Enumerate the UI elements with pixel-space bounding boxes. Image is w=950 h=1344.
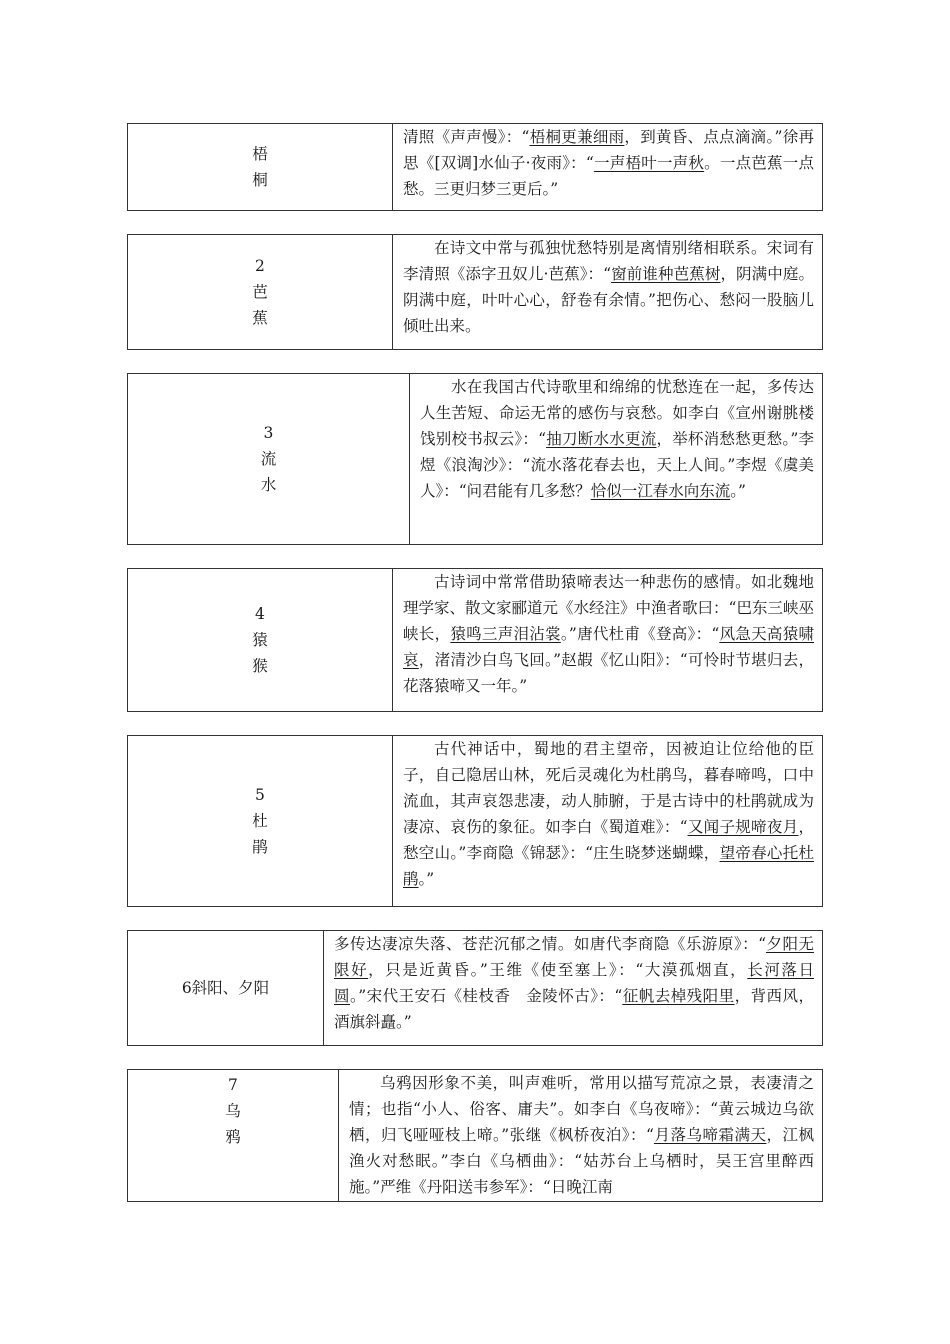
row-label (128, 569, 393, 711)
quoted-line-underlined: 梧桐更兼细雨 (529, 128, 625, 146)
row-text (339, 1070, 822, 1201)
row-text (393, 569, 822, 711)
text-segment: 。” (730, 482, 746, 500)
text-segment: ，江枫渔火对愁眠。”李白《乌栖曲》：“姑苏台上乌栖时，吴王宫里醉西施。”严维《丹阳送韦参军》：“日晚江南 (349, 1126, 814, 1196)
quoted-line-underlined: 猿鸣三声泪沾裳 (450, 625, 561, 643)
text-segment: ，阴满中庭。阴满中庭，叶叶心心，舒卷有余情。”把伤心、愁闷一股脑儿倾吐出来。 (403, 265, 814, 335)
row-label-line: 5 (255, 786, 265, 804)
row-label-lines (225, 1072, 241, 1150)
row-label-line: 流 (260, 450, 277, 468)
row-label-line: 乌 (225, 1102, 241, 1120)
text-segment: 。一点芭蕉一点愁。三更归梦三更后。” (403, 154, 814, 198)
row-label-line: 6斜阳、夕阳 (181, 979, 270, 997)
text-segment: ，只是近黄昏。”王维《使至塞上》：“大漠孤烟直， (368, 961, 748, 979)
row-label-line: 3 (263, 424, 274, 442)
row-label-lines (182, 975, 269, 1001)
row-text (393, 736, 822, 906)
quoted-line-underlined: 月落乌啼霜满天 (653, 1126, 767, 1144)
row-wuya (127, 1069, 823, 1202)
row-liushui (127, 373, 823, 545)
row-label-lines (252, 141, 268, 193)
row-wutong (127, 123, 823, 211)
text-segment: ，背西风，酒旗斜矗。” (334, 987, 814, 1031)
row-text (410, 374, 822, 544)
quoted-line-underlined: 夕阳无限好 (334, 935, 814, 979)
row-dujuan (127, 735, 823, 907)
row-label-line: 鹃 (252, 838, 268, 856)
row-label-line: 2 (255, 257, 265, 275)
text-segment: ，愁空山。”李商隐《锦瑟》：“庄生晓梦迷蝴蝶， (403, 818, 814, 862)
text-segment: 。”宋代王安石《桂枝香 金陵怀古》：“ (349, 987, 623, 1005)
row-label-line: 猿 (252, 631, 268, 649)
text-segment: 古诗词中常常借助猿啼表达一种悲伤的感情。如北魏地理学家、散文家郦道元《水经注》中渔者歌曰：“巴东三峡巫峡长， (403, 573, 814, 643)
row-yuanhou (127, 568, 823, 712)
text-segment: 。”唐代杜甫《登高》：“ (560, 625, 720, 643)
quoted-line-underlined: 又闻子规啼夜月 (687, 818, 799, 836)
row-label-line: 4 (255, 605, 265, 623)
row-label-line: 猴 (252, 657, 268, 675)
row-bajiao (127, 234, 823, 350)
quoted-line-underlined: 征帆去棹残阳里 (622, 987, 735, 1005)
text-segment: 乌鸦因形象不美，叫声难听，常用以描写荒凉之景，表凄清之情；也指“小人、俗客、庸夫”。如李白《乌夜啼》：“黄云城边乌欲栖，归飞哑哑枝上啼。”张继《枫桥夜泊》：“ (349, 1074, 814, 1144)
text-segment: ，举杯消愁愁更愁。”李煜《浪淘沙》：“流水落花春去也，天上人间。”李煜《虞美人》：“问君能有几多愁？ (420, 430, 814, 500)
row-label (128, 124, 393, 210)
text-segment: 古代神话中，蜀地的君主望帝，因被迫让位给他的臣子，自己隐居山林，死后灵魂化为杜鹃鸟，暮春啼鸣，口中流血，其声哀怨悲凄，动人肺腑，于是古诗中的杜鹃就成为凄凉、哀伤的象征。如李白《蜀道难》：“ (403, 740, 814, 836)
row-label-line: 鸦 (225, 1128, 241, 1146)
quoted-line-underlined: 窗前谁种芭蕉树 (611, 265, 721, 283)
text-segment: 水在我国古代诗歌里和绵绵的忧愁连在一起，多传达人生苦短、命运无常的感伤与哀愁。如李白《宣州谢朓楼饯别校书叔云》：“ (420, 378, 814, 448)
text-segment: 清照《声声慢》：“ (403, 128, 530, 146)
quoted-line-underlined: 抽刀断水水更流 (546, 430, 657, 448)
text-segment: 在诗文中常与孤独忧愁特别是离情别绪相联系。宋词有李清照《添字丑奴儿·芭蕉》：“ (403, 239, 814, 283)
row-label-line: 梧 (252, 145, 268, 163)
row-text (393, 235, 822, 349)
row-text (324, 931, 822, 1045)
quoted-line-underlined: 风急天高猿啸哀 (403, 625, 814, 669)
row-label-lines (252, 782, 268, 860)
row-text (393, 124, 822, 210)
text-segment: 多传达凄凉失落、苍茫沉郁之情。如唐代李商隐《乐游原》：“ (334, 935, 766, 953)
text-segment: ，到黄昏、点点滴滴。”徐再思《[双调]水仙子·夜雨》：“ (403, 128, 814, 172)
row-label-lines (261, 420, 277, 498)
row-label-lines (252, 253, 268, 331)
row-label-line: 杜 (252, 812, 268, 830)
row-label-line: 水 (260, 476, 277, 494)
row-label-lines (252, 601, 268, 679)
row-label (128, 931, 324, 1045)
row-xieyang (127, 930, 823, 1046)
row-label (128, 1070, 339, 1201)
row-label-line: 桐 (252, 171, 268, 189)
text-segment: ，渚清沙白鸟飞回。”赵嘏《忆山阳》：“可怜时节堪归去，花落猿啼又一年。” (403, 651, 814, 695)
row-label-line: 芭 (252, 283, 268, 301)
quoted-line-underlined: 长河落日圆 (334, 961, 814, 1005)
row-label (128, 374, 410, 544)
row-label-line: 7 (228, 1076, 238, 1094)
row-label (128, 736, 393, 906)
quoted-line-underlined: 望帝春心托杜鹃 (403, 844, 814, 888)
row-label-line: 蕉 (252, 309, 268, 327)
quoted-line-underlined: 恰似一江春水向东流 (590, 482, 731, 500)
text-segment: 。” (418, 870, 435, 888)
quoted-line-underlined: 一声梧叶一声秋 (593, 154, 705, 172)
row-label (128, 235, 393, 349)
